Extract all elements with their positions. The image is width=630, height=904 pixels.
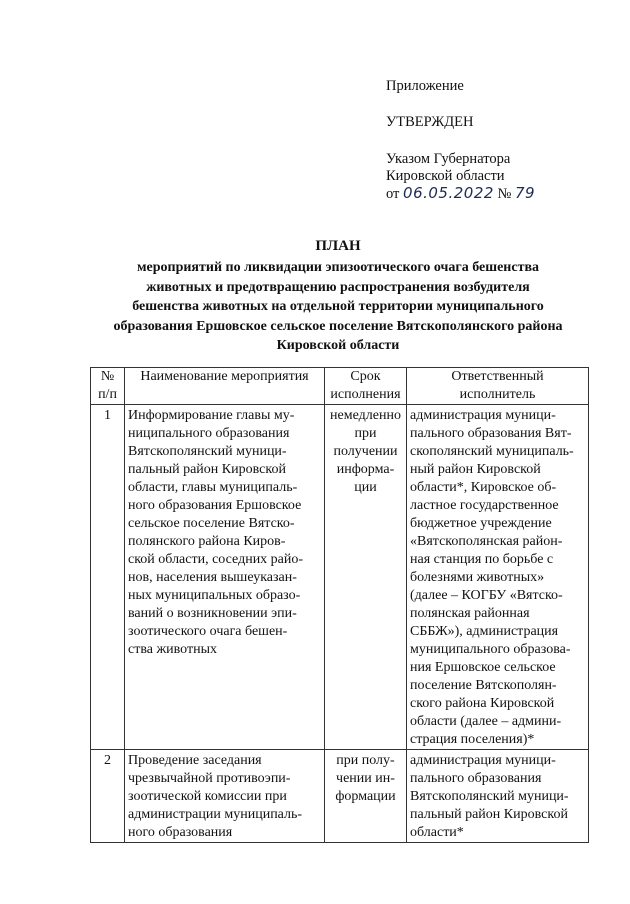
subtitle-line: Кировской области: [276, 338, 400, 353]
row-activity: [125, 405, 325, 750]
cell-text-line: бюджетное учреждение: [410, 516, 552, 531]
cell-text-line: чрезвычайной противоэпи-: [128, 771, 291, 786]
cell-text-line: Вятскополянский муници-: [128, 444, 287, 459]
cell-text-line: ная станция по борьбе с: [410, 552, 554, 567]
subtitle-line: животных и предотвращению распространения возбудителя: [146, 279, 530, 295]
cell-text-line: области*, Кировское об-: [410, 480, 557, 495]
cell-text-line: ных муниципальных образо-: [128, 588, 301, 603]
plan-table: [90, 367, 589, 843]
cell-text-line: ния Ершовское сельское: [410, 660, 556, 675]
plan-subtitle: [106, 258, 570, 356]
cell-text-line: администрации муниципаль-: [128, 807, 303, 822]
cell-text-line: ской области, соседних райо-: [128, 552, 304, 567]
cell-text-line: области, главы муниципаль-: [128, 480, 298, 495]
cell-text-line: полянского района Киров-: [128, 534, 286, 549]
cell-text-line: области*: [410, 825, 464, 840]
number-label: №: [497, 186, 512, 202]
cell-text-line: страция поселения)*: [410, 732, 535, 747]
cell-text-line: ства животных: [128, 642, 217, 657]
cell-text-line: информа-: [336, 462, 395, 477]
cell-text-line: области (далее – админи-: [410, 714, 562, 729]
row-responsible: [407, 750, 589, 843]
cell-text-line: немедленно: [330, 408, 401, 423]
row-activity: [125, 750, 325, 843]
cell-text-line: ного образования Ершовское: [128, 498, 302, 513]
appendix-label: Приложение: [386, 78, 464, 94]
cell-text-line: пального образования Вят-: [410, 426, 572, 441]
header-num: № п/п: [91, 368, 125, 405]
header-term: Срок исполнения: [325, 368, 407, 405]
cell-text-line: Проведение заседания: [128, 753, 262, 768]
cell-text-line: формации: [335, 789, 396, 804]
cell-text-line: Информирование главы му-: [128, 408, 295, 423]
cell-text-line: ный район Кировской: [410, 462, 541, 477]
from-label: от: [386, 186, 400, 202]
cell-text-line: при полу-: [336, 753, 395, 768]
cell-text-line: ластное государственное: [410, 498, 559, 513]
row-term: [325, 405, 407, 750]
cell-text-line: зоотического очага бешен-: [128, 624, 288, 639]
cell-text-line: ского района Кировской: [410, 696, 555, 711]
cell-text-line: сельское поселение Вятско-: [128, 516, 295, 531]
cell-text-line: нов, населения вышеуказан-: [128, 570, 297, 585]
handwritten-number: 79: [515, 184, 536, 202]
subtitle-line: мероприятий по ликвидации эпизоотического очага бешенства: [136, 260, 540, 275]
cell-text-line: поселение Вятскополян-: [410, 678, 557, 693]
cell-text-line: ваний о возникновении эпи-: [128, 606, 297, 621]
cell-text-line: полянская районная: [410, 606, 530, 621]
table-header-row: [91, 368, 589, 405]
handwritten-date: 06.05.2022: [403, 184, 494, 202]
cell-text-line: «Вятскополянская район-: [410, 534, 563, 549]
table-row: [91, 405, 589, 750]
approval-stamp-block: [386, 78, 535, 203]
cell-text-line: ции: [354, 480, 377, 495]
cell-text-line: пального образования: [410, 771, 542, 786]
row-responsible: [407, 405, 589, 750]
cell-text-line: при: [354, 426, 377, 441]
subtitle-line: бешенства животных на отдельной территории муниципального: [132, 299, 544, 314]
cell-text-line: болезнями животных»: [410, 570, 545, 585]
cell-text-line: пальный район Кировской: [410, 807, 568, 822]
cell-text-line: администрация муници-: [410, 408, 556, 423]
cell-text-line: СББЖ»), администрация: [410, 624, 559, 639]
cell-text-line: чении ин-: [336, 771, 395, 786]
header-name: Наименование мероприятия: [125, 368, 325, 405]
decree-date-line: [386, 185, 535, 203]
row-number: 2: [91, 750, 125, 843]
row-number: 1: [91, 405, 125, 750]
header-responsible: Ответственный исполнитель: [407, 368, 589, 405]
cell-text-line: муниципального образова-: [410, 642, 571, 657]
cell-text-line: пальный район Кировской: [128, 462, 286, 477]
cell-text-line: ниципального образования: [128, 426, 290, 441]
decree-line-2: Кировской области: [386, 168, 505, 184]
cell-text-line: скополянский муниципаль-: [410, 444, 574, 459]
cell-text-line: получении: [333, 444, 398, 459]
row-term: [325, 750, 407, 843]
cell-text-line: зоотической комиссии при: [128, 789, 287, 804]
decree-line-1: Указом Губернатора: [386, 151, 511, 167]
table-row: [91, 750, 589, 843]
plan-heading: ПЛАН: [315, 238, 361, 254]
approved-label: УТВЕРЖДЕН: [386, 114, 474, 130]
cell-text-line: (далее – КОГБУ «Вятско-: [410, 588, 563, 603]
subtitle-line: образования Ершовское сельское поселение Вятскополянского района: [113, 318, 563, 334]
cell-text-line: Вятскополянский муници-: [410, 789, 569, 804]
cell-text-line: администрация муници-: [410, 753, 556, 768]
cell-text-line: ного образования: [128, 825, 233, 840]
